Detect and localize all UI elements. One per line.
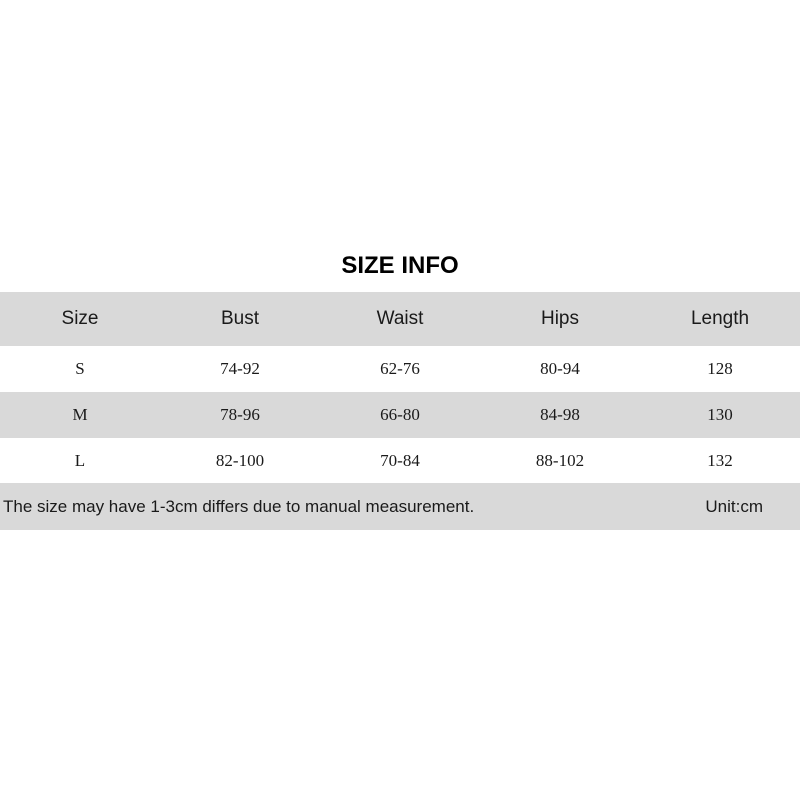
cell-bust: 82-100: [215, 451, 265, 470]
header-length: Length: [690, 308, 750, 329]
cell-length: 130: [707, 405, 733, 424]
table-row: [0, 392, 800, 438]
table-footer: [0, 483, 800, 530]
cell-length: 132: [707, 451, 733, 470]
measurement-note: The size may have 1-3cm differs due to manual measurement.: [3, 496, 475, 516]
cell-waist: 62-76: [380, 359, 420, 378]
unit-label: Unit:cm: [705, 496, 763, 516]
size-table: [0, 292, 800, 484]
cell-size: M: [72, 405, 88, 424]
cell-hips: 88-102: [535, 451, 585, 470]
cell-bust: 78-96: [220, 405, 260, 424]
cell-waist: 66-80: [380, 405, 420, 424]
cell-length: 128: [707, 359, 733, 378]
cell-hips: 80-94: [540, 359, 580, 378]
header-waist: Waist: [376, 308, 424, 329]
cell-size: S: [75, 359, 85, 378]
header-hips: Hips: [540, 308, 579, 329]
header-bust: Bust: [220, 308, 260, 329]
page-title: SIZE INFO: [341, 252, 459, 279]
table-row: [0, 346, 800, 392]
cell-hips: 84-98: [540, 405, 580, 424]
cell-size: L: [74, 451, 86, 470]
cell-waist: 70-84: [380, 451, 420, 470]
cell-bust: 74-92: [220, 359, 260, 378]
header-size: Size: [61, 308, 99, 329]
table-row: [0, 438, 800, 484]
table-header-row: [0, 292, 800, 346]
